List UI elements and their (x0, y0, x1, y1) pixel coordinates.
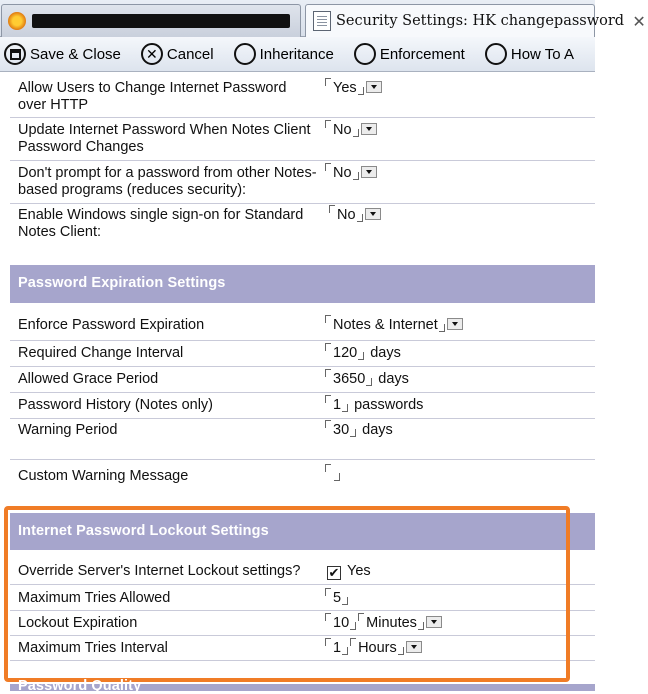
lockout-expiration-label: Lockout Expiration (18, 615, 138, 631)
override-lockout-label: Override Server's Internet Lockout settings? (18, 563, 301, 579)
cancel-button[interactable] (137, 40, 218, 68)
dropdown-arrow-icon[interactable] (365, 208, 381, 220)
row-divider (10, 117, 595, 118)
section-title: Internet Password Lockout Settings (18, 523, 269, 539)
row-divider (10, 366, 595, 367)
enforcement-label: Enforcement (379, 45, 465, 63)
max-tries-value: 5 (333, 590, 342, 606)
domino-home-icon (8, 12, 26, 30)
enforce-expiration-field[interactable] (325, 317, 463, 334)
tab-title: Security Settings: HK changepassword (336, 13, 625, 29)
document-icon (313, 11, 331, 31)
row-divider (10, 392, 595, 393)
override-checkbox[interactable]: ✔ (328, 565, 340, 580)
custom-warning-label: Custom Warning Message (18, 468, 189, 484)
save-close-button[interactable] (0, 40, 125, 68)
cancel-label: Cancel (166, 45, 214, 63)
how-to-label: How To A (510, 45, 574, 63)
warning-period-unit: days (362, 422, 393, 438)
update-password-value: No (333, 122, 352, 138)
warning-period-field[interactable] (325, 422, 393, 439)
how-to-icon (485, 43, 507, 65)
password-history-label: Password History (Notes only) (18, 397, 213, 413)
required-interval-field[interactable] (325, 345, 401, 362)
row-divider (10, 203, 595, 204)
password-expiration-section-header (10, 265, 595, 303)
tries-interval-label: Maximum Tries Interval (18, 640, 168, 656)
allow-http-label: Allow Users to Change Internet Password over HTTP (18, 80, 287, 113)
enforcement-button[interactable] (350, 40, 469, 68)
tries-interval-unit: Hours (358, 640, 397, 656)
action-bar (0, 37, 595, 72)
section-title: Password Quality (18, 678, 142, 694)
custom-warning-field[interactable] (325, 466, 342, 483)
override-value: Yes (347, 563, 371, 579)
how-to-button[interactable] (481, 40, 578, 68)
update-password-field[interactable] (325, 122, 377, 139)
warning-period-value: 30 (333, 422, 350, 438)
password-history-value: 1 (333, 397, 342, 413)
required-interval-label: Required Change Interval (18, 345, 184, 361)
row-divider (10, 418, 595, 419)
password-history-field[interactable] (325, 397, 423, 414)
tab-bar (0, 0, 646, 37)
inheritance-button[interactable] (230, 40, 338, 68)
tab-workspace[interactable] (1, 4, 301, 37)
required-interval-value: 120 (333, 345, 358, 361)
allow-http-value: Yes (333, 80, 357, 96)
dont-prompt-field[interactable] (325, 165, 377, 182)
sso-value: No (337, 207, 356, 223)
required-interval-unit: days (370, 345, 401, 361)
section-title: Password Expiration Settings (18, 275, 226, 291)
allow-http-field[interactable] (325, 80, 382, 97)
row-divider (10, 459, 595, 460)
dont-prompt-value: No (333, 165, 352, 181)
lockout-expiration-value: 10 (333, 615, 350, 631)
save-close-label: Save & Close (30, 45, 121, 63)
highlight-box (4, 506, 570, 682)
lockout-expiration-unit: Minutes (366, 615, 417, 631)
dont-prompt-label: Don't prompt for a password from other Notes-based programs (reduces security): (18, 165, 317, 198)
dropdown-arrow-icon[interactable] (361, 166, 377, 178)
close-icon[interactable]: ✕ (632, 11, 646, 31)
grace-period-label: Allowed Grace Period (18, 371, 159, 387)
inheritance-icon (234, 43, 256, 65)
update-password-label: Update Internet Password When Notes Client Password Changes (18, 122, 311, 155)
dropdown-arrow-icon[interactable] (447, 318, 463, 330)
tries-interval-value: 1 (333, 640, 342, 656)
password-quality-section-header (10, 678, 595, 694)
tab-security-settings[interactable] (305, 4, 646, 37)
cancel-x-icon: ✕ (141, 43, 163, 65)
dropdown-arrow-icon[interactable] (361, 123, 377, 135)
enforcement-icon (354, 43, 376, 65)
sso-label: Enable Windows single sign-on for Standard Notes Client: (18, 207, 304, 240)
redacted-tab-title (32, 14, 290, 28)
grace-period-unit: days (378, 371, 409, 387)
row-divider (10, 160, 595, 161)
enforce-expiration-label: Enforce Password Expiration (18, 317, 205, 333)
grace-period-field[interactable] (325, 371, 409, 388)
inheritance-label: Inheritance (259, 45, 334, 63)
save-icon (4, 43, 26, 65)
enforce-expiration-value: Notes & Internet (333, 317, 438, 333)
settings-form (0, 72, 595, 694)
row-divider (10, 340, 595, 341)
dropdown-arrow-icon[interactable] (366, 81, 382, 93)
password-history-unit: passwords (354, 397, 424, 413)
warning-period-label: Warning Period (18, 422, 118, 438)
grace-period-value: 3650 (333, 371, 366, 387)
max-tries-label: Maximum Tries Allowed (18, 590, 171, 606)
sso-field[interactable] (329, 207, 381, 224)
